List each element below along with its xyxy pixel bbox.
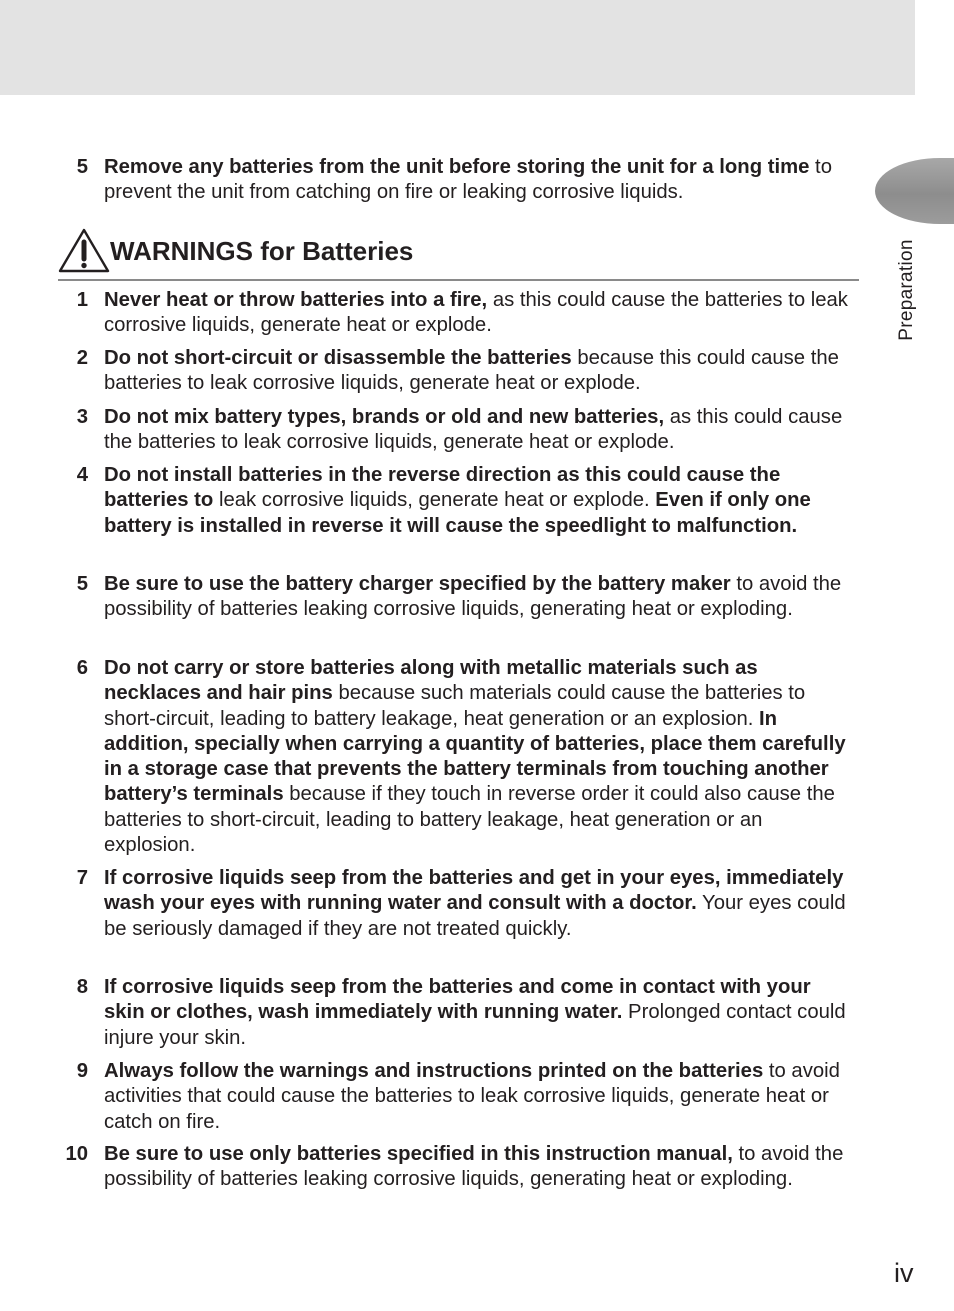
item-number: 1 xyxy=(76,289,88,311)
page-number: iv xyxy=(894,1258,914,1288)
item-bold-text: Do not carry or store batteries along with metallic materials such as necklaces and hair pins xyxy=(104,657,758,705)
warning-item xyxy=(65,1142,856,1193)
item-bold-text: Be sure to use only batteries specified in this instruction manual, xyxy=(104,1143,733,1165)
item-text: because such materials could cause the batteries to short-circuit, leading to battery leakage, heat generation or an explosion. xyxy=(104,682,806,730)
item-bold-text-2: Even if only one battery is installed in reverse it will cause the speedlight to malfunction. xyxy=(104,489,811,537)
item-number: 3 xyxy=(76,406,88,428)
item-bold-text: If corrosive liquids seep from the batteries and get in your eyes, immediately wash your eyes with running water and consult with a doctor. xyxy=(104,867,844,915)
section-tab xyxy=(875,158,954,224)
item-number: 8 xyxy=(76,976,88,998)
item-text: to avoid the possibility of batteries leaking corrosive liquids, generating heat or exploding. xyxy=(104,573,842,621)
item-number: 9 xyxy=(76,1060,88,1082)
item-text: Your eyes could be seriously damaged if they are not treated quickly. xyxy=(104,892,846,940)
item-text-2: because if they touch in reverse order it could also cause the batteries to short-circuit, leading to battery leakage, heat generation or an explosion. xyxy=(104,783,835,857)
item-text: Prolonged contact could injure your skin. xyxy=(104,1001,846,1049)
header-band xyxy=(0,0,915,95)
item-number: 6 xyxy=(76,657,88,679)
item-number: 7 xyxy=(76,867,88,889)
warning-triangle-icon xyxy=(58,228,110,274)
item-bold-text: Always follow the warnings and instructions printed on the batteries xyxy=(104,1060,764,1082)
item-text: because this could cause the batteries to leak corrosive liquids, generate heat or explode. xyxy=(104,347,839,395)
item-bold-text: Never heat or throw batteries into a fire, xyxy=(104,289,488,311)
section-tab-label: Preparation xyxy=(896,239,917,341)
item-number: 5 xyxy=(76,156,88,178)
warning-item xyxy=(76,1059,856,1135)
heading-divider xyxy=(58,279,859,281)
item-number: 4 xyxy=(76,464,88,486)
item-bold-text: Do not install batteries in the reverse direction as this could cause the batteries to xyxy=(104,464,781,512)
item-number: 2 xyxy=(76,347,88,369)
section-title: WARNINGS for Batteries xyxy=(110,236,414,266)
item-bold-text: Do not mix battery types, brands or old and new batteries, xyxy=(104,406,665,428)
warning-item xyxy=(76,405,856,456)
warning-item xyxy=(76,975,856,1051)
item-text: to avoid the possibility of batteries leaking corrosive liquids, generating heat or exploding. xyxy=(104,1143,844,1191)
item-number: 10 xyxy=(65,1143,88,1165)
item-text: to avoid activities that could cause the batteries to leak corrosive liquids, generate heat or catch on fire. xyxy=(104,1060,840,1133)
warning-item xyxy=(76,656,856,858)
warning-item xyxy=(76,866,856,942)
warning-item xyxy=(76,463,856,539)
item-bold-text: Remove any batteries from the unit before storing the unit for a long time xyxy=(104,156,810,178)
item-bold-text: Do not short-circuit or disassemble the batteries xyxy=(104,347,572,369)
item-text: to prevent the unit from catching on fire or leaking corrosive liquids. xyxy=(104,156,832,204)
warning-item xyxy=(76,288,856,339)
item-text: leak corrosive liquids, generate heat or explode. xyxy=(213,489,656,512)
item-text: as this could cause the batteries to leak corrosive liquids, generate heat or explode. xyxy=(104,289,848,337)
item-bold-text: If corrosive liquids seep from the batteries and come in contact with your skin or clothes, wash immediately with running water. xyxy=(104,976,811,1024)
storage-warning-item xyxy=(76,155,856,206)
warning-item xyxy=(76,346,856,397)
item-bold-text: Be sure to use the battery charger specified by the battery maker xyxy=(104,573,731,595)
item-bold-text-2: In addition, specially when carrying a quantity of batteries, place them carefully in a storage case that prevents the battery terminals from touching another battery’s terminals xyxy=(104,707,846,806)
item-number: 5 xyxy=(76,573,88,595)
item-text: as this could cause the batteries to leak corrosive liquids, generate heat or explode. xyxy=(104,406,843,454)
warning-item xyxy=(76,572,856,623)
